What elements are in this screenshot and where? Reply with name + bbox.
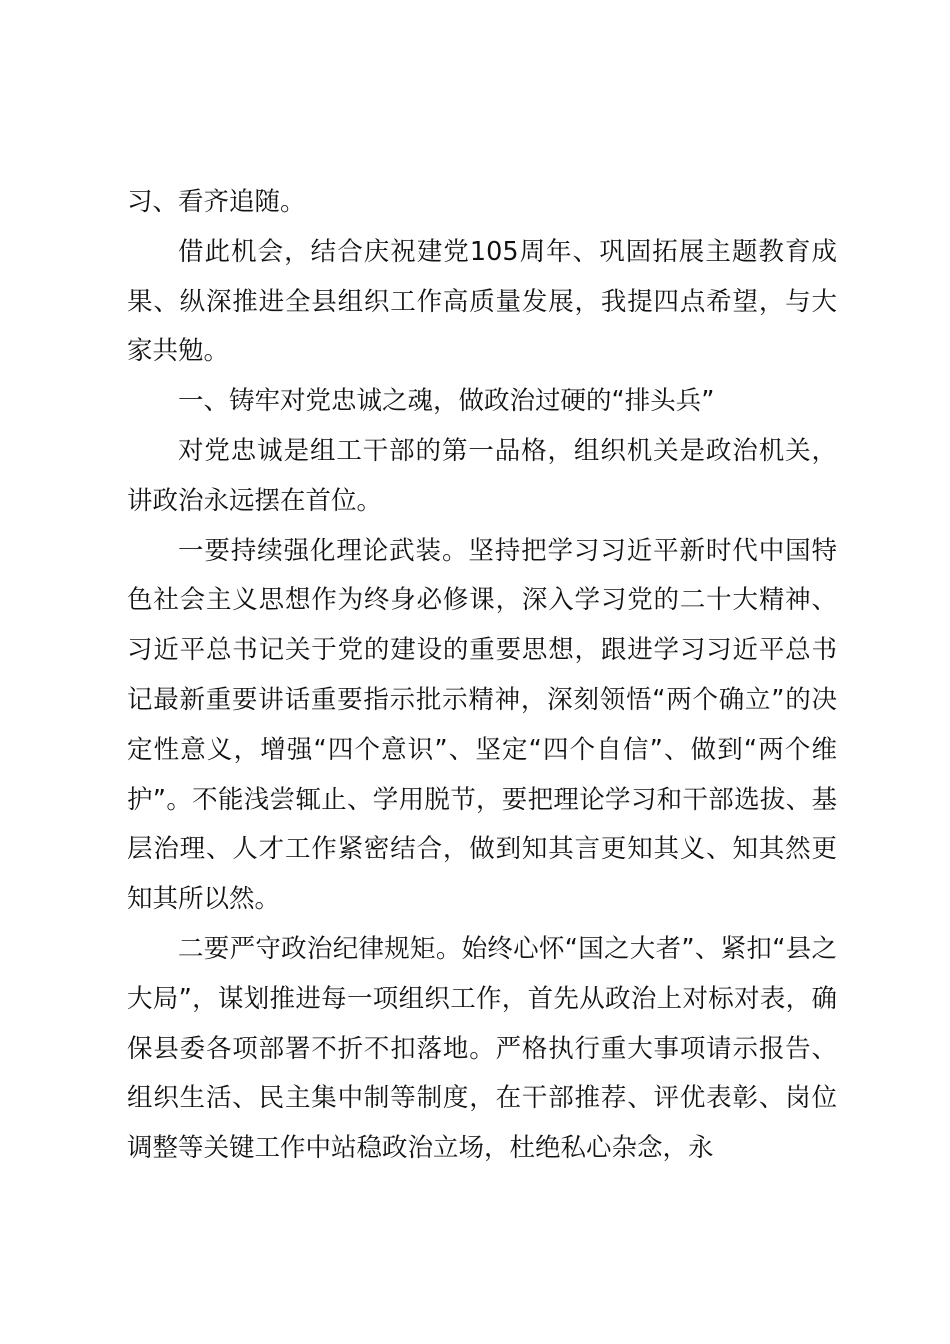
paragraph-theory: 一要持续强化理论武装。坚持把学习习近平新时代中国特色社会主义思想作为终身必修课，深入学习党的二十大精神、习近平总书记关于党的建设的重要思想，跟进学习习近平总书记最新重要讲话重要指示批示精神，深刻领悟“两个确立”的决定性意义，增强“四个意识”、坚定“四个自信”、做到“两个维护”。不能浅尝辄止、学用脱节，要把理论学习和干部选拔、基层治理、人才工作紧密结合，做到知其言更知其义、知其然更知其所以然。 bbox=[127, 535, 837, 915]
paragraph-intro: 借此机会，结合庆祝建党105周年、巩固拓展主题教育成果、纵深推进全县组织工作高质量发展，我提四点希望，与大家共勉。 bbox=[127, 236, 837, 367]
section-heading: 一、铸牢对党忠诚之魂，做政治过硬的“排头兵” bbox=[178, 386, 715, 417]
paragraph-loyalty: 对党忠诚是组工干部的第一品格，组织机关是政治机关，讲政治永远摆在首位。 bbox=[127, 435, 837, 516]
paragraph-continuation: 习、看齐追随。 bbox=[127, 187, 306, 217]
paragraph-discipline: 二要严守政治纪律规矩。始终心怀“国之大者”、紧扣“县之大局”，谋划推进每一项组织工作，首先从政治上对标对表，确保县委各项部署不折不扣落地。严格执行重大事项请示报告、组织生活、民主集中制等制度，在干部推荐、评优表彰、岗位调整等关键工作中站稳政治立场，杜绝私心杂念，永 bbox=[127, 933, 837, 1164]
body-text bbox=[127, 178, 837, 1174]
